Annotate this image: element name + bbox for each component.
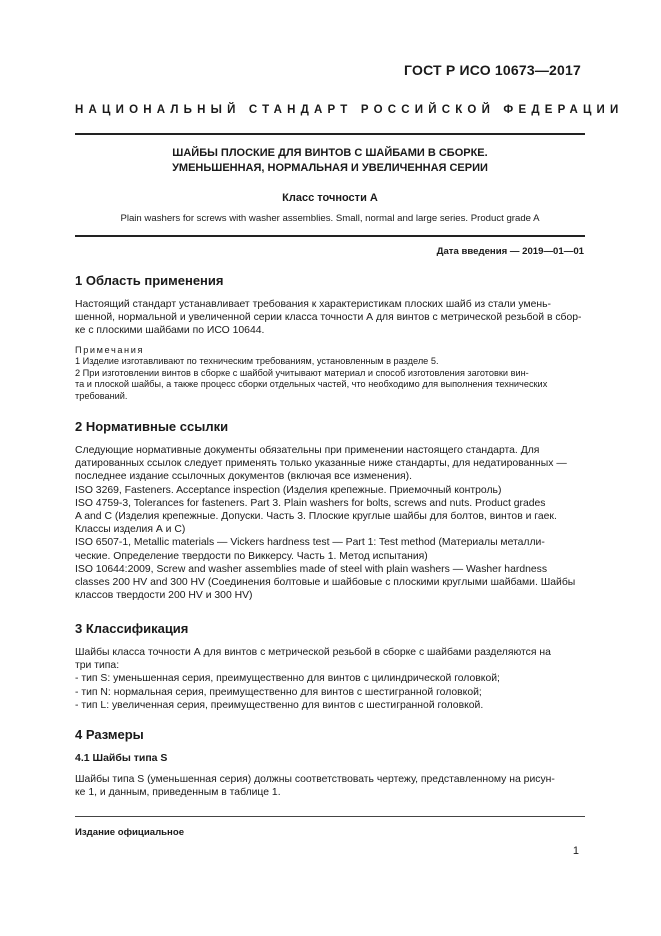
section-1-line: Настоящий стандарт устанавливает требования к характеристикам плоских шайб из стали умень- [75, 299, 552, 310]
introduction-date: Дата введения — 2019—01—01 [436, 246, 584, 257]
national-standard-banner: НАЦИОНАЛЬНЫЙ СТАНДАРТ РОССИЙСКОЙ ФЕДЕРАЦИИ [75, 104, 624, 116]
footer-divider [75, 816, 585, 817]
header-divider [75, 133, 585, 135]
document-number: ГОСТ Р ИСО 10673—2017 [404, 62, 581, 78]
reference-iso-6507-1-cont: ческие. Определение твердости по Виккерсу. Часть 1. Метод испытания) [75, 550, 428, 562]
section-1-notes [75, 345, 585, 402]
official-edition-note: Издание официальное [75, 827, 185, 838]
reference-iso-4759-3: ISO 4759-3, Tolerances for fasteners. Part 3. Plain washers for bolts, screws and nuts. Product grades [75, 497, 546, 509]
section-3-line: три типа: [75, 660, 120, 672]
note-line: требований. [75, 390, 128, 401]
section-1-heading: 1 Область применения [75, 273, 224, 288]
product-grade-title: Класс точности А [282, 192, 378, 204]
section-2-body [75, 444, 585, 602]
english-title: Plain washers for screws with washer assemblies. Small, normal and large series. Product grade A [120, 213, 540, 224]
section-2-line: датированных ссылок следует применять только указанные ниже стандарты, для недатированных — [75, 458, 567, 470]
note-line: 1 Изделие изготавливают по техническим требованиям, установленным в разделе 5. [75, 356, 439, 367]
reference-iso-4759-3-cont: Классы изделия А и С) [75, 524, 186, 536]
page-number: 1 [572, 845, 579, 857]
section-4-line: Шайбы типа S (уменьшенная серия) должны соответствовать чертежу, представленному на рисун- [75, 774, 555, 785]
section-4-body [75, 773, 585, 799]
section-3-line: Шайбы класса точности А для винтов с метрической резьбой в сборке с шайбами разделяются на [75, 647, 551, 658]
list-item-type-l: - тип L: увеличенная серия, преимущественно для винтов с шестигранной головкой. [75, 699, 484, 711]
section-3-heading: 3 Классификация [75, 621, 189, 636]
section-4-line: ке 1, и данным, приведенным в таблице 1. [75, 787, 281, 799]
reference-iso-3269: ISO 3269, Fasteners. Acceptance inspection (Изделия крепежные. Приемочный контроль) [75, 484, 502, 496]
section-3-body [75, 646, 585, 712]
title-line-1: ШАЙБЫ ПЛОСКИЕ ДЛЯ ВИНТОВ С ШАЙБАМИ В СБОРКЕ. [172, 147, 488, 159]
document-title [75, 146, 585, 176]
section-2-line: последнее издание ссылочных документов (включая все изменения). [75, 471, 412, 483]
section-1-line: ке с плоскими шайбами по ИСО 10644. [75, 325, 265, 337]
reference-iso-4759-3-cont: A and C (Изделия крепежные. Допуски. Часть 3. Плоские круглые шайбы для болтов, винтов и гаек. [75, 511, 557, 523]
reference-iso-10644-cont: classes 200 HV and 300 HV (Соединения болтовые и шайбовые с плоскими круглыми шайбами. Шайбы [75, 577, 576, 589]
reference-iso-10644-cont: классов твердости 200 HV и 300 HV) [75, 590, 253, 602]
title-line-2: УМЕНЬШЕННАЯ, НОРМАЛЬНАЯ И УВЕЛИЧЕННАЯ СЕРИИ [172, 162, 488, 174]
list-item-type-s: - тип S: уменьшенная серия, преимущественно для винтов с цилиндрической головкой; [75, 673, 500, 685]
reference-iso-6507-1: ISO 6507-1, Metallic materials — Vickers hardness test — Part 1: Test method (Материалы металли- [75, 537, 545, 549]
note-line: 2 При изготовлении винтов в сборке с шайбой учитывают материал и способ изготовления заготовки вин- [75, 367, 529, 378]
notes-heading: Примечания [75, 345, 145, 355]
note-line: та и плоской шайбы, а также процесс сборки отдельных частей, что необходимо для выполнения технических [75, 379, 548, 390]
section-1-line: шенной, нормальной и увеличенной серии класса точности А для винтов с метрической резьбой в сбор- [75, 312, 582, 324]
title-divider [75, 235, 585, 237]
reference-iso-10644: ISO 10644:2009, Screw and washer assemblies made of steel with plain washers — Washer hardness [75, 563, 548, 575]
section-2-heading: 2 Нормативные ссылки [75, 419, 229, 434]
section-2-line: Следующие нормативные документы обязательны при применении настоящего стандарта. Для [75, 445, 540, 456]
subsection-4-1-heading: 4.1 Шайбы типа S [75, 752, 168, 764]
list-item-type-n: - тип N: нормальная серия, преимущественно для винтов с шестигранной головкой; [75, 686, 482, 698]
section-4-heading: 4 Размеры [75, 727, 144, 742]
section-1-body [75, 298, 585, 338]
